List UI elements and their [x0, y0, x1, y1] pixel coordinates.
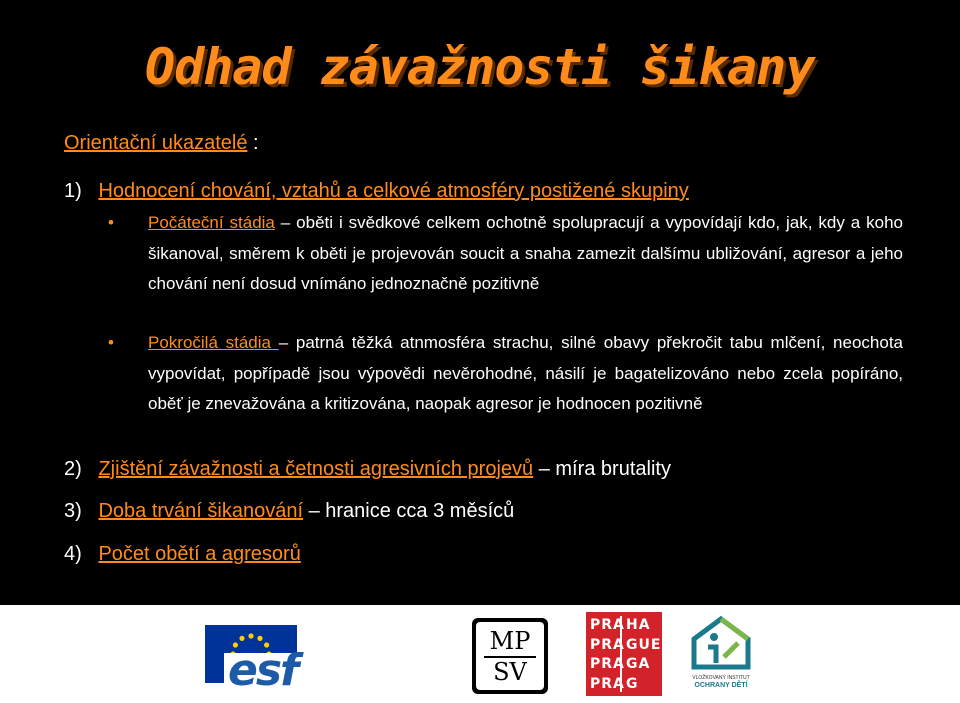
slide-title: Odhad závažnosti šikany — [145, 38, 815, 96]
section-heading: Zjištění závažnosti a četnosti agresivních projevů — [98, 458, 534, 480]
ochrana-deti-logo — [688, 613, 754, 697]
house-icon — [688, 613, 754, 673]
praha-logo — [586, 612, 662, 696]
logo-bar — [0, 605, 960, 703]
section-number: 4) — [64, 543, 82, 565]
mpsv-top-text: MP — [489, 627, 531, 655]
subtitle — [64, 132, 259, 155]
praha-left-2: PRA — [590, 636, 625, 653]
ochrana-text-2: OCHRANY DĚTÍ — [694, 682, 748, 689]
subtitle-colon: : — [247, 132, 259, 154]
bullet-lead: Počáteční stádia — [148, 213, 275, 232]
praha-left-3: PRA — [590, 656, 625, 672]
praha-left-4: PRA — [590, 675, 625, 692]
subtitle-text: Orientační ukazatelé — [64, 132, 248, 154]
section-4 — [64, 543, 301, 566]
section-heading: Počet obětí a agresorů — [98, 543, 301, 565]
section-number: 3) — [64, 500, 82, 522]
ochrana-text-1: VLOŽKOVANÝ INSTITUT — [692, 675, 750, 681]
praha-right-2: GUE — [626, 636, 662, 653]
mpsv-bottom-text: SV — [493, 658, 527, 686]
bullet-lead: Pokročilá stádia — [148, 333, 279, 352]
mpsv-logo-inner — [476, 622, 544, 690]
section-3 — [64, 500, 514, 523]
praha-left-1: PRA — [590, 617, 625, 633]
section-1 — [64, 180, 689, 203]
esf-logo — [224, 635, 304, 695]
bullet-text: – oběti i svědkové celkem ochotně spolupracují a vypovídají kdo, jak, kdy a koho šikanoval, směrem k oběti je projevován soucit a snaha zamezit dalšímu ubližování, agresor a jeho chování není dosud vnímáno jednoznačně pozitivně — [148, 213, 903, 293]
section-heading: Doba trvání šikanování — [98, 500, 304, 522]
praha-right-1: HA — [626, 617, 651, 633]
esf-logo-text: esf — [228, 645, 298, 696]
bullet-marker: • — [108, 213, 114, 232]
praha-right-3: GA — [626, 656, 651, 672]
mpsv-logo — [472, 618, 548, 694]
praha-right-4: G — [626, 675, 639, 692]
bullet-marker: • — [108, 333, 114, 352]
section-number: 1) — [64, 180, 82, 202]
bullet-advanced-stages — [108, 328, 903, 420]
bullet-initial-stages — [108, 208, 903, 300]
section-2 — [64, 458, 671, 481]
bullet-text: – patrná těžká atnmosféra strachu, silné obavy překročit tabu mlčení, neochota vypovídat, popřípadě jsou výpovědi nevěrohodné, násilí je bagatelizováno nebo zcela popíráno, oběť je znevažována a kritizována, naopak agresor je hodnocen pozitivně — [148, 333, 903, 413]
section-rest: – hranice cca 3 měsíců — [303, 500, 515, 522]
section-heading: Hodnocení chování, vztahů a celkové atmosféry postižené skupiny — [98, 180, 689, 202]
section-rest: – míra brutality — [533, 458, 671, 480]
section-number: 2) — [64, 458, 82, 480]
